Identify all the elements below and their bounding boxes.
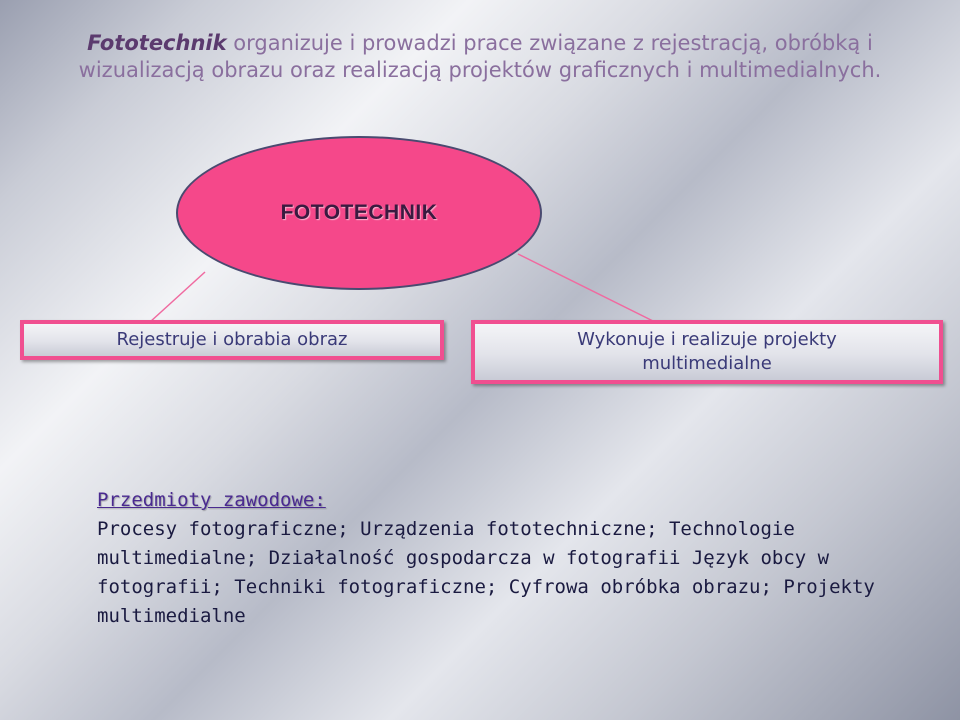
child-node-projects-label: Wykonuje i realizuje projekty multimedialne [577, 329, 837, 374]
subjects-body: Procesy fotograficzne; Urządzenia fototechniczne; Technologie multimedialne; Działalność gospodarcza w fotografii Język obcy w fotografii; Techniki fotograficzne; Cyfrowa obróbka obrazu; Projekty multimedialne [97, 518, 875, 627]
connector-left [150, 272, 205, 322]
child-node-register-label: Rejestruje i obrabia obraz [116, 329, 348, 350]
child-node-register [20, 320, 444, 360]
root-node-label: FOTOTECHNIK [280, 201, 438, 224]
intro-text: organizuje i prowadzi prace związane z rejestracją, obróbką i wizualizacją obrazu oraz realizacją projektów graficznych i multimedialnych. [78, 31, 882, 82]
subjects-section [97, 486, 917, 631]
root-node [176, 136, 542, 290]
subjects-heading: Przedmioty zawodowe: [97, 489, 326, 511]
child-node-projects [471, 320, 943, 384]
intro-term: Fototechnik [87, 31, 227, 55]
connector-right [518, 254, 655, 322]
